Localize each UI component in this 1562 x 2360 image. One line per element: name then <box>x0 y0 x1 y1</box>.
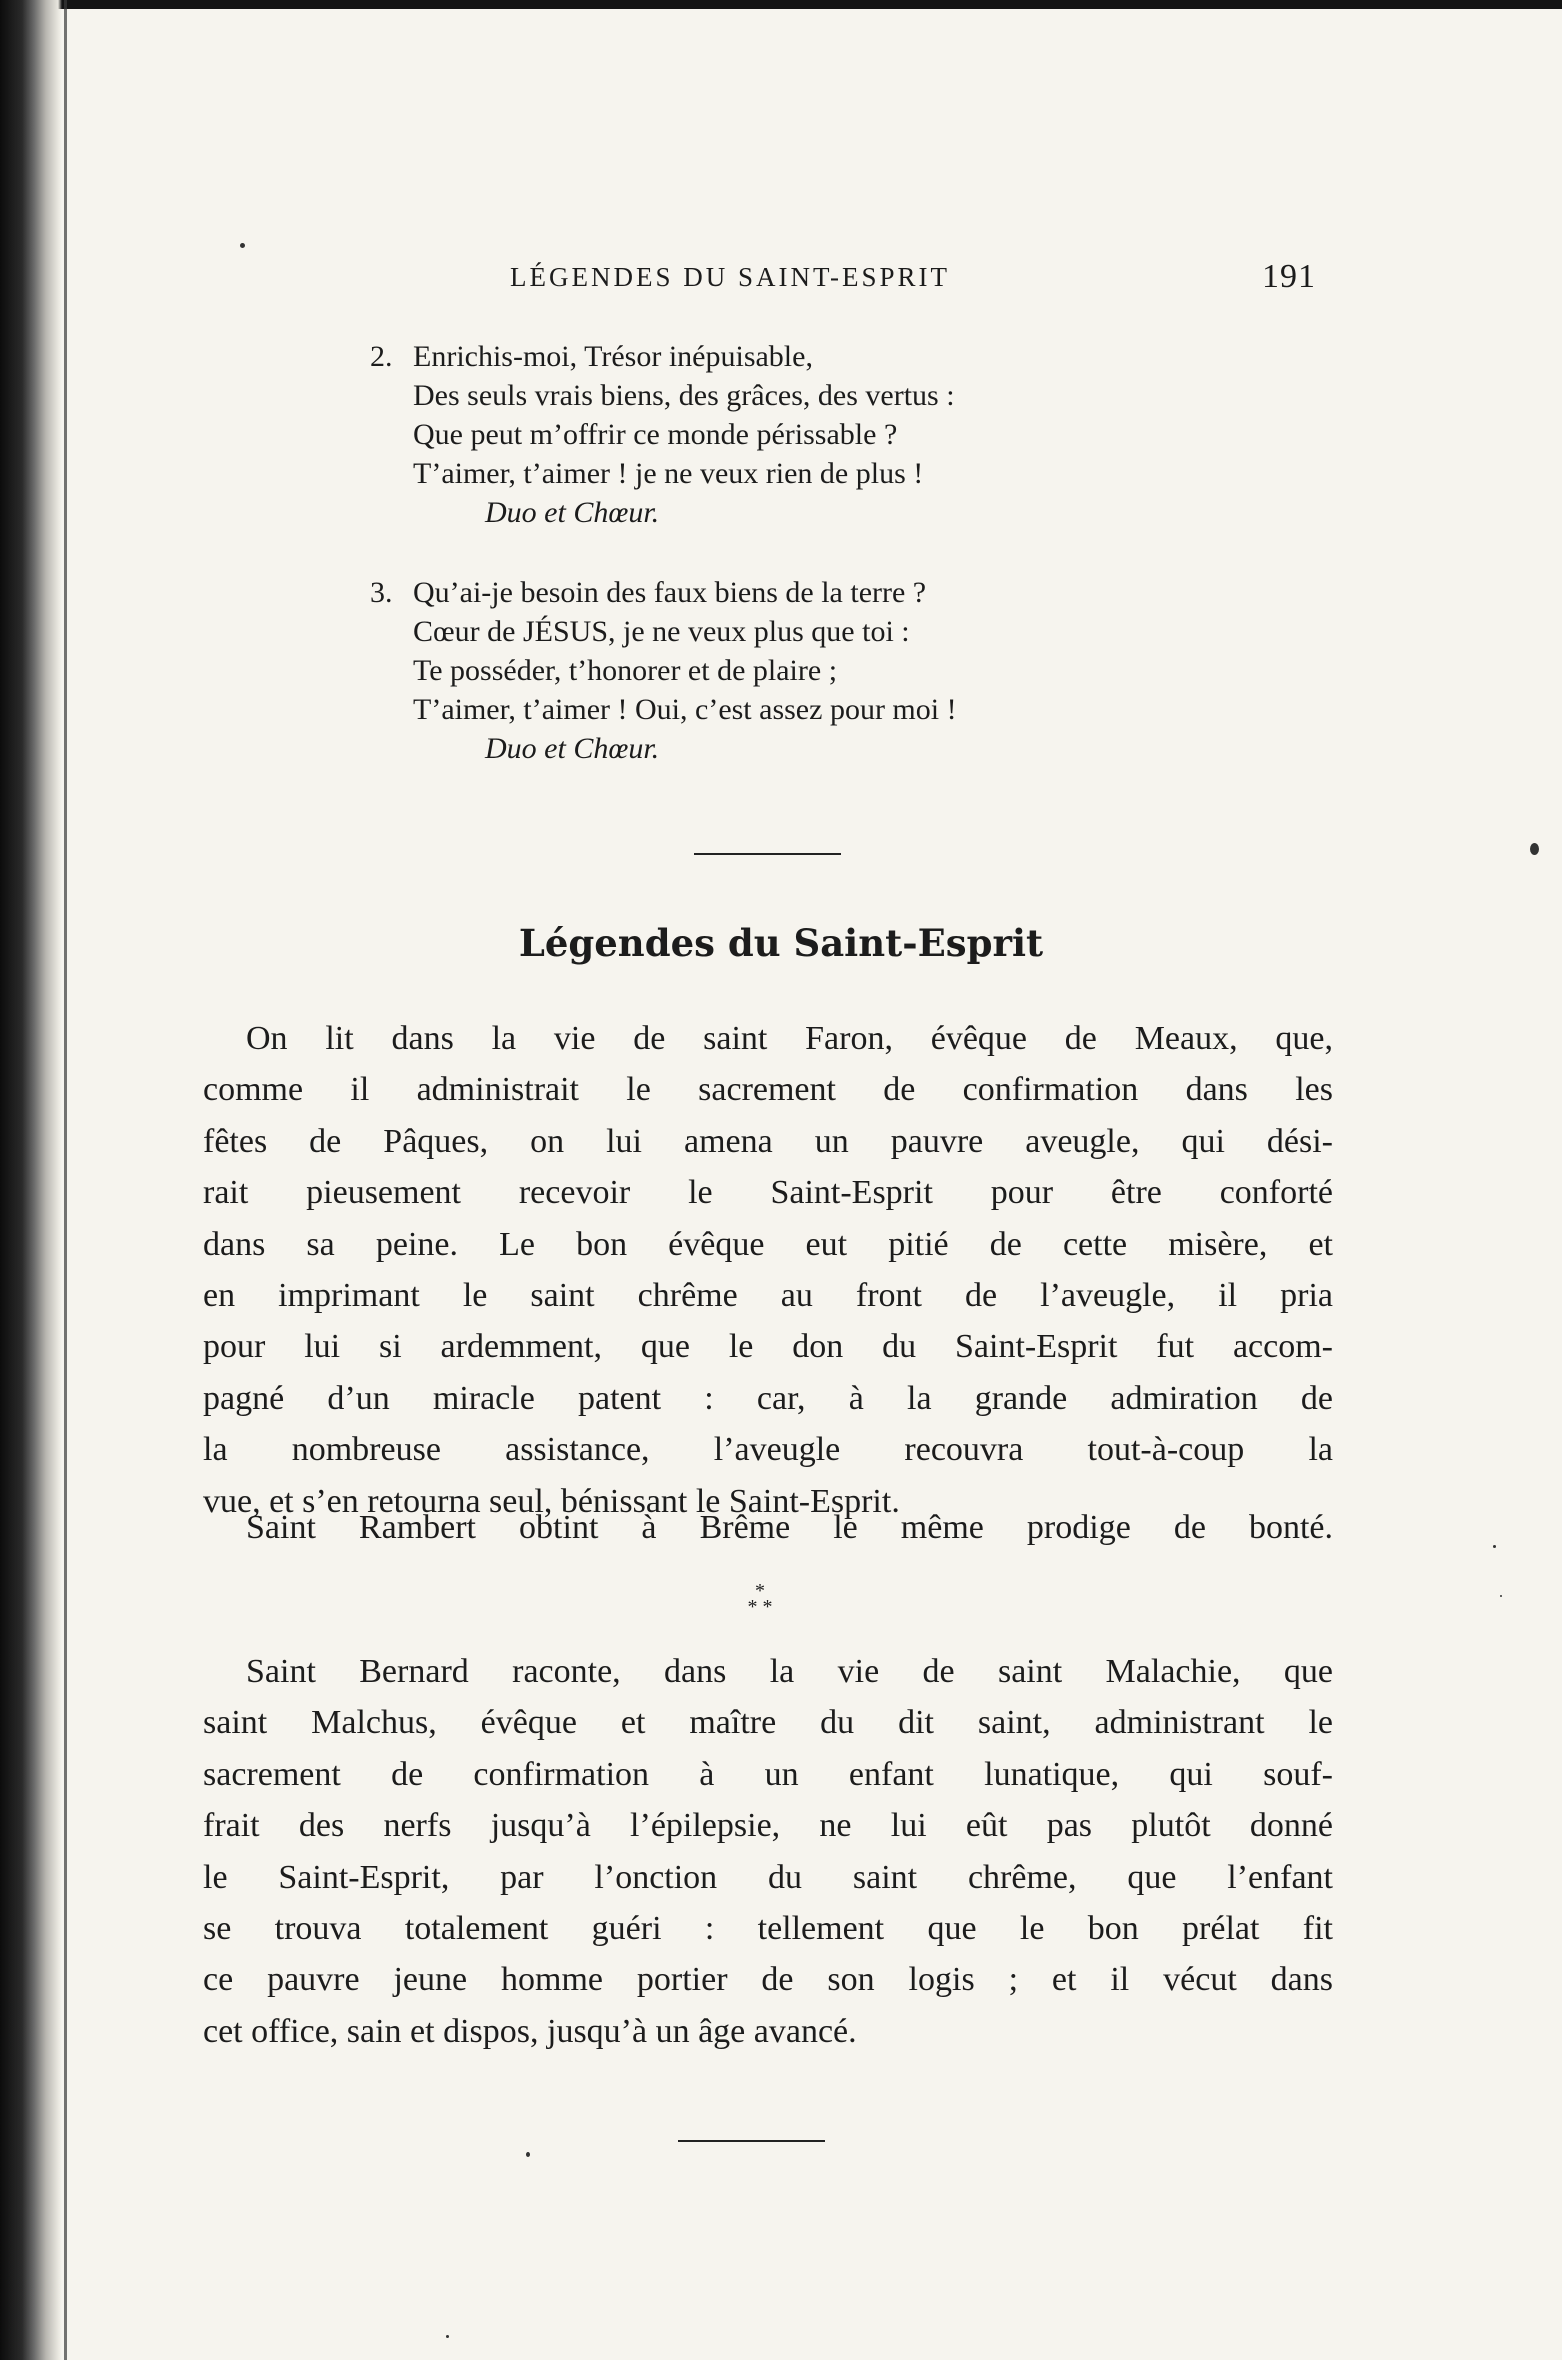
paragraph-line: pagné d’un miracle patent : car, à la grande admiration de <box>203 1379 1333 1417</box>
verse-line: Te posséder, t’honorer et de plaire ; <box>413 654 838 687</box>
running-title: LÉGENDES DU SAINT-ESPRIT <box>510 262 951 292</box>
hymn-stanza <box>370 337 1270 532</box>
print-speck <box>526 2152 530 2157</box>
refrain-label: Duo et Chœur. <box>485 496 660 529</box>
print-speck <box>1493 1545 1496 1548</box>
paragraph-line: la nombreuse assistance, l’aveugle recouvra tout-à-coup la <box>203 1431 1333 1469</box>
paragraph <box>203 1646 1333 2057</box>
book-binding-shadow <box>0 0 62 2360</box>
paragraph-line: en imprimant le saint chrême au front de l’aveugle, il pria <box>203 1276 1333 1314</box>
paragraph-line: sacrement de confirmation à un enfant lunatique, qui souf- <box>203 1755 1333 1793</box>
page-number: 191 <box>1262 258 1316 295</box>
print-speck <box>1530 843 1539 855</box>
paragraph-line: dans sa peine. Le bon évêque eut pitié de cette misère, et <box>203 1225 1333 1263</box>
print-speck <box>1500 1595 1502 1597</box>
paragraph <box>203 1013 1333 1527</box>
paragraph-line: On lit dans la vie de saint Faron, évêque de Meaux, que, <box>246 1020 1333 1057</box>
paragraph-line: saint Malchus, évêque et maître du dit saint, administrant le <box>203 1704 1333 1742</box>
refrain-label: Duo et Chœur. <box>485 732 660 765</box>
paragraph-line: comme il administrait le sacrement de confirmation dans les <box>203 1071 1333 1109</box>
page-top-edge <box>0 0 1562 9</box>
hymn-stanza <box>370 573 1270 768</box>
paragraph-line: pour lui si ardemment, que le don du Saint-Esprit fut accom- <box>203 1328 1333 1366</box>
paragraph-line: se trouva totalement guéri : tellement que le bon prélat fit <box>203 1909 1333 1947</box>
print-speck <box>240 243 245 248</box>
paragraph-line: fêtes de Pâques, on lui amena un pauvre aveugle, qui dési- <box>203 1122 1333 1160</box>
verse-line: Que peut m’offrir ce monde périssable ? <box>413 418 898 451</box>
verse-text: Enrichis-moi, Trésor inépuisable, <box>413 340 813 373</box>
paragraph-line: le Saint-Esprit, par l’onction du saint chrême, que l’enfant <box>203 1858 1333 1896</box>
paragraph-line: Saint Bernard raconte, dans la vie de saint Malachie, que <box>246 1653 1333 1690</box>
paragraph <box>203 1502 1333 1553</box>
binding-line <box>64 0 67 2360</box>
stanza-number: 3. <box>370 576 393 609</box>
stanza-number: 2. <box>370 340 393 373</box>
paragraph-line: frait des nerfs jusqu’à l’épilepsie, ne lui eût pas plutôt donné <box>203 1807 1333 1845</box>
paragraph-line: vue, et s’en retourna seul, bénissant le Saint-Esprit. <box>203 1482 900 1520</box>
print-speck <box>446 2335 449 2338</box>
verse-line: T’aimer, t’aimer ! Oui, c’est assez pour moi ! <box>413 693 957 726</box>
section-divider <box>694 853 841 855</box>
asterism-ornament: * * * <box>747 1580 773 1618</box>
verse-line <box>370 573 1270 612</box>
paragraph-line: ce pauvre jeune homme portier de son logis ; et il vécut dans <box>203 1961 1333 1999</box>
verse-line: Cœur de JÉSUS, je ne veux plus que toi : <box>413 615 910 648</box>
paragraph-line: Saint Rambert obtint à Brême le même prodige de bonté. <box>246 1509 1333 1546</box>
section-heading: Légendes du Saint-Esprit <box>518 921 1044 965</box>
verse-line: T’aimer, t’aimer ! je ne veux rien de plus ! <box>413 457 924 490</box>
paragraph-line: rait pieusement recevoir le Saint-Esprit pour être conforté <box>203 1174 1333 1212</box>
section-divider <box>678 2140 825 2142</box>
verse-line: Des seuls vrais biens, des grâces, des vertus : <box>413 379 955 412</box>
verse-text: Qu’ai-je besoin des faux biens de la terre ? <box>413 576 927 609</box>
verse-line <box>370 337 1270 376</box>
running-header <box>0 258 1562 302</box>
paragraph-line: cet office, sain et dispos, jusqu’à un âge avancé. <box>203 2012 857 2050</box>
